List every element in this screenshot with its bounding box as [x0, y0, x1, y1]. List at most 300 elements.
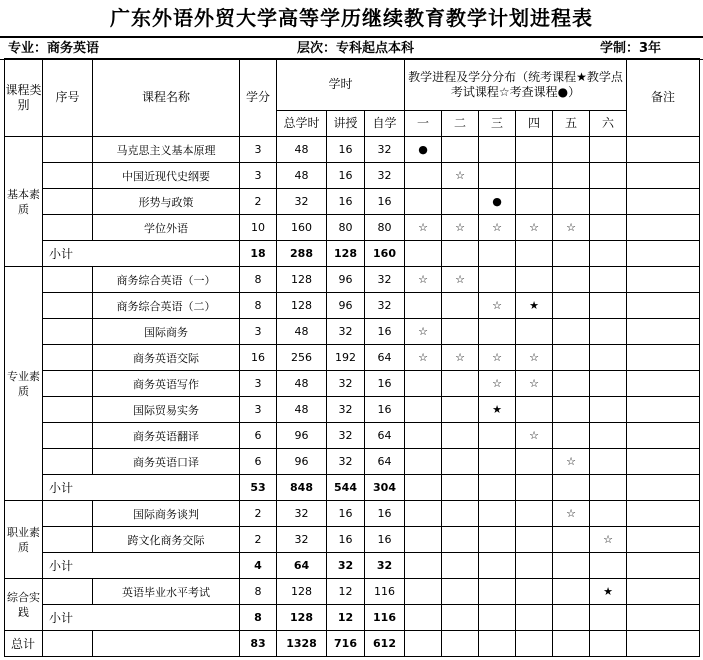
- col-header-total-hours: 总学时: [277, 111, 327, 137]
- semester-5-mark: [553, 579, 590, 605]
- credits-cell: 16: [240, 345, 277, 371]
- remarks-cell: [627, 345, 700, 371]
- subtotal-label: 小计: [43, 605, 240, 631]
- subtotal-total-hours: 848: [277, 475, 327, 501]
- semester-2-mark: [442, 527, 479, 553]
- col-header-semester-3: 三: [479, 111, 516, 137]
- subtotal-semester-6: [590, 241, 627, 267]
- semester-5-mark: [553, 137, 590, 163]
- semester-4-mark: [516, 579, 553, 605]
- self-study-hours-cell: 32: [365, 137, 405, 163]
- subtotal-remarks: [627, 553, 700, 579]
- subtotal-semester-6: [590, 605, 627, 631]
- credits-cell: 3: [240, 163, 277, 189]
- remarks-cell: [627, 423, 700, 449]
- lecture-hours-cell: 32: [327, 397, 365, 423]
- semester-4-mark: ★: [516, 293, 553, 319]
- lecture-hours-cell: 32: [327, 371, 365, 397]
- subtotal-semester-3: [479, 553, 516, 579]
- subtotal-total-hours: 128: [277, 605, 327, 631]
- subtotal-semester-1: [405, 241, 442, 267]
- seq-cell: [43, 163, 93, 189]
- semester-5-mark: ☆: [553, 501, 590, 527]
- course-row: [5, 371, 700, 397]
- semester-2-mark: ☆: [442, 215, 479, 241]
- self-study-hours-cell: 64: [365, 423, 405, 449]
- plan-table: [4, 58, 700, 657]
- semester-3-mark: ☆: [479, 293, 516, 319]
- subtotal-row: [5, 553, 700, 579]
- self-study-hours-cell: 64: [365, 449, 405, 475]
- semester-2-mark: [442, 189, 479, 215]
- course-row: [5, 215, 700, 241]
- semester-2-mark: [442, 319, 479, 345]
- semester-1-mark: [405, 579, 442, 605]
- level-label: 层次：专科起点本科: [297, 41, 415, 56]
- subtotal-semester-2: [442, 605, 479, 631]
- semester-3-mark: [479, 527, 516, 553]
- self-study-hours-cell: 116: [365, 579, 405, 605]
- total-hours-cell: 32: [277, 501, 327, 527]
- subtotal-remarks: [627, 241, 700, 267]
- semester-3-mark: [479, 579, 516, 605]
- lecture-hours-cell: 32: [327, 449, 365, 475]
- semester-1-mark: [405, 527, 442, 553]
- header-row-1: [5, 59, 700, 111]
- semester-2-mark: ☆: [442, 267, 479, 293]
- semester-4-mark: ☆: [516, 345, 553, 371]
- semester-6-mark: [590, 345, 627, 371]
- subtotal-label: 小计: [43, 241, 240, 267]
- subtotal-semester-6: [590, 475, 627, 501]
- semester-5-mark: ☆: [553, 449, 590, 475]
- grand-total-credits: 83: [240, 631, 277, 657]
- subtotal-semester-3: [479, 241, 516, 267]
- total-hours-cell: 160: [277, 215, 327, 241]
- total-hours-cell: 256: [277, 345, 327, 371]
- course-name-cell: 国际商务: [93, 319, 240, 345]
- col-header-semester-4: 四: [516, 111, 553, 137]
- total-hours-cell: 32: [277, 527, 327, 553]
- category-cell: 职业素质: [5, 501, 43, 579]
- course-name-cell: 跨文化商务交际: [93, 527, 240, 553]
- subtotal-semester-1: [405, 605, 442, 631]
- semester-1-mark: [405, 371, 442, 397]
- semester-2-mark: [442, 579, 479, 605]
- subtotal-credits: 4: [240, 553, 277, 579]
- self-study-hours-cell: 16: [365, 371, 405, 397]
- subtotal-semester-4: [516, 605, 553, 631]
- course-name-cell: 国际商务谈判: [93, 501, 240, 527]
- credits-cell: 2: [240, 527, 277, 553]
- seq-cell: [43, 345, 93, 371]
- remarks-cell: [627, 267, 700, 293]
- course-name-cell: 商务综合英语（一）: [93, 267, 240, 293]
- seq-cell: [43, 371, 93, 397]
- semester-4-mark: [516, 397, 553, 423]
- course-name-cell: 形势与政策: [93, 189, 240, 215]
- self-study-hours-cell: 32: [365, 267, 405, 293]
- remarks-cell: [627, 397, 700, 423]
- course-name-cell: 学位外语: [93, 215, 240, 241]
- course-name-cell: 英语毕业水平考试: [93, 579, 240, 605]
- semester-1-mark: ●: [405, 137, 442, 163]
- semester-2-mark: [442, 293, 479, 319]
- semester-1-mark: [405, 163, 442, 189]
- credits-cell: 6: [240, 449, 277, 475]
- total-hours-cell: 96: [277, 423, 327, 449]
- semester-3-mark: ☆: [479, 371, 516, 397]
- self-study-hours-cell: 16: [365, 189, 405, 215]
- sheet-title: 广东外语外贸大学高等学历继续教育教学计划进程表: [110, 6, 593, 30]
- lecture-hours-cell: 16: [327, 163, 365, 189]
- subtotal-label: 小计: [43, 475, 240, 501]
- credits-cell: 10: [240, 215, 277, 241]
- credits-cell: 3: [240, 137, 277, 163]
- seq-cell: [43, 527, 93, 553]
- semester-5-mark: [553, 267, 590, 293]
- semester-6-mark: [590, 371, 627, 397]
- grand-total-semester-2: [442, 631, 479, 657]
- seq-cell: [43, 397, 93, 423]
- semester-4-mark: [516, 501, 553, 527]
- subtotal-semester-5: [553, 475, 590, 501]
- subtotal-semester-3: [479, 605, 516, 631]
- grand-total-semester-1: [405, 631, 442, 657]
- lecture-hours-cell: 16: [327, 501, 365, 527]
- lecture-hours-cell: 16: [327, 137, 365, 163]
- semester-4-mark: [516, 319, 553, 345]
- remarks-cell: [627, 189, 700, 215]
- seq-cell: [43, 137, 93, 163]
- subtotal-label: 小计: [43, 553, 240, 579]
- lecture-hours-cell: 12: [327, 579, 365, 605]
- subtotal-semester-2: [442, 553, 479, 579]
- credits-cell: 8: [240, 267, 277, 293]
- subtotal-lecture-hours: 12: [327, 605, 365, 631]
- self-study-hours-cell: 32: [365, 163, 405, 189]
- credits-cell: 2: [240, 501, 277, 527]
- semester-6-mark: ★: [590, 579, 627, 605]
- subtotal-row: [5, 241, 700, 267]
- course-name-cell: 中国近现代史纲要: [93, 163, 240, 189]
- semester-3-mark: ●: [479, 189, 516, 215]
- grand-total-semester-5: [553, 631, 590, 657]
- credits-cell: 3: [240, 397, 277, 423]
- semester-4-mark: ☆: [516, 423, 553, 449]
- course-row: [5, 319, 700, 345]
- semester-1-mark: ☆: [405, 215, 442, 241]
- col-header-semester-5: 五: [553, 111, 590, 137]
- course-row: [5, 423, 700, 449]
- remarks-cell: [627, 501, 700, 527]
- course-row: [5, 345, 700, 371]
- subtotal-semester-2: [442, 241, 479, 267]
- semester-3-mark: [479, 319, 516, 345]
- grand-total-remarks: [627, 631, 700, 657]
- subtotal-semester-2: [442, 475, 479, 501]
- semester-6-mark: [590, 423, 627, 449]
- lecture-hours-cell: 16: [327, 189, 365, 215]
- semester-4-mark: [516, 189, 553, 215]
- col-header-semester-1: 一: [405, 111, 442, 137]
- semester-1-mark: [405, 397, 442, 423]
- semester-2-mark: [442, 137, 479, 163]
- course-row: [5, 527, 700, 553]
- seq-cell: [43, 579, 93, 605]
- semester-3-mark: ☆: [479, 215, 516, 241]
- total-hours-cell: 48: [277, 163, 327, 189]
- semester-1-mark: [405, 293, 442, 319]
- remarks-cell: [627, 293, 700, 319]
- grand-total-semester-4: [516, 631, 553, 657]
- remarks-cell: [627, 527, 700, 553]
- self-study-hours-cell: 16: [365, 501, 405, 527]
- self-study-hours-cell: 16: [365, 319, 405, 345]
- semester-1-mark: ☆: [405, 267, 442, 293]
- semester-6-mark: [590, 319, 627, 345]
- self-study-hours-cell: 80: [365, 215, 405, 241]
- course-row: [5, 163, 700, 189]
- subtotal-remarks: [627, 605, 700, 631]
- semester-6-mark: [590, 189, 627, 215]
- subtotal-self-study-hours: 304: [365, 475, 405, 501]
- lecture-hours-cell: 192: [327, 345, 365, 371]
- semester-2-mark: [442, 501, 479, 527]
- course-row: [5, 449, 700, 475]
- total-hours-cell: 96: [277, 449, 327, 475]
- seq-cell: [43, 267, 93, 293]
- semester-2-mark: [442, 449, 479, 475]
- lecture-hours-cell: 96: [327, 293, 365, 319]
- course-row: [5, 137, 700, 163]
- semester-5-mark: [553, 163, 590, 189]
- semester-5-mark: [553, 397, 590, 423]
- semester-1-mark: ☆: [405, 319, 442, 345]
- seq-cell: [43, 423, 93, 449]
- subtotal-semester-4: [516, 553, 553, 579]
- grand-total-seq: [43, 631, 93, 657]
- subtotal-self-study-hours: 116: [365, 605, 405, 631]
- subtotal-lecture-hours: 32: [327, 553, 365, 579]
- course-name-cell: 商务英语写作: [93, 371, 240, 397]
- col-header-credits: 学分: [240, 59, 277, 137]
- category-cell: 专业素质: [5, 267, 43, 501]
- semester-2-mark: [442, 423, 479, 449]
- self-study-hours-cell: 64: [365, 345, 405, 371]
- semester-6-mark: [590, 163, 627, 189]
- semester-6-mark: [590, 501, 627, 527]
- semester-2-mark: ☆: [442, 345, 479, 371]
- category-cell: 基本素质: [5, 137, 43, 267]
- subtotal-semester-5: [553, 605, 590, 631]
- subtotal-lecture-hours: 544: [327, 475, 365, 501]
- self-study-hours-cell: 32: [365, 293, 405, 319]
- total-hours-cell: 48: [277, 319, 327, 345]
- col-header-lecture: 讲授: [327, 111, 365, 137]
- lecture-hours-cell: 32: [327, 319, 365, 345]
- col-header-semester-2: 二: [442, 111, 479, 137]
- semester-6-mark: [590, 449, 627, 475]
- semester-3-mark: [479, 423, 516, 449]
- semester-3-mark: ★: [479, 397, 516, 423]
- semester-3-mark: [479, 449, 516, 475]
- course-row: [5, 397, 700, 423]
- meta-row: [0, 36, 703, 60]
- semester-6-mark: ☆: [590, 527, 627, 553]
- total-hours-cell: 48: [277, 397, 327, 423]
- remarks-cell: [627, 371, 700, 397]
- semester-3-mark: ☆: [479, 345, 516, 371]
- self-study-hours-cell: 16: [365, 527, 405, 553]
- lecture-hours-cell: 16: [327, 527, 365, 553]
- subtotal-total-hours: 64: [277, 553, 327, 579]
- subtotal-semester-4: [516, 475, 553, 501]
- semester-4-mark: ☆: [516, 215, 553, 241]
- col-header-hours: 学时: [277, 59, 405, 111]
- total-hours-cell: 32: [277, 189, 327, 215]
- grand-total-row: [5, 631, 700, 657]
- subtotal-semester-4: [516, 241, 553, 267]
- subtotal-row: [5, 475, 700, 501]
- seq-cell: [43, 501, 93, 527]
- self-study-hours-cell: 16: [365, 397, 405, 423]
- col-header-remarks: 备注: [627, 59, 700, 137]
- grand-total-lecture-hours: 716: [327, 631, 365, 657]
- remarks-cell: [627, 163, 700, 189]
- semester-4-mark: [516, 137, 553, 163]
- subtotal-semester-5: [553, 241, 590, 267]
- semester-5-mark: [553, 345, 590, 371]
- col-header-course-name: 课程名称: [93, 59, 240, 137]
- subtotal-semester-6: [590, 553, 627, 579]
- seq-cell: [43, 319, 93, 345]
- semester-5-mark: [553, 423, 590, 449]
- subtotal-lecture-hours: 128: [327, 241, 365, 267]
- col-header-seq: 序号: [43, 59, 93, 137]
- semester-6-mark: [590, 293, 627, 319]
- subtotal-credits: 8: [240, 605, 277, 631]
- category-cell: 综合实践: [5, 579, 43, 631]
- semester-3-mark: [479, 137, 516, 163]
- subtotal-semester-5: [553, 553, 590, 579]
- credits-cell: 8: [240, 293, 277, 319]
- course-name-cell: 马克思主义基本原理: [93, 137, 240, 163]
- credits-cell: 3: [240, 371, 277, 397]
- semester-3-mark: [479, 267, 516, 293]
- semester-1-mark: [405, 423, 442, 449]
- subtotal-semester-1: [405, 553, 442, 579]
- semester-6-mark: [590, 137, 627, 163]
- semester-1-mark: [405, 189, 442, 215]
- total-hours-cell: 128: [277, 267, 327, 293]
- subtotal-self-study-hours: 32: [365, 553, 405, 579]
- seq-cell: [43, 449, 93, 475]
- semester-2-mark: ☆: [442, 163, 479, 189]
- col-header-category: 课程类别: [5, 59, 43, 137]
- grand-total-self-study-hours: 612: [365, 631, 405, 657]
- total-hours-cell: 48: [277, 371, 327, 397]
- remarks-cell: [627, 215, 700, 241]
- course-row: [5, 189, 700, 215]
- course-name-cell: 商务英语翻译: [93, 423, 240, 449]
- course-row: [5, 293, 700, 319]
- subtotal-row: [5, 605, 700, 631]
- total-hours-cell: 48: [277, 137, 327, 163]
- course-row: [5, 501, 700, 527]
- subtotal-semester-1: [405, 475, 442, 501]
- subtotal-remarks: [627, 475, 700, 501]
- col-header-semester-6: 六: [590, 111, 627, 137]
- lecture-hours-cell: 96: [327, 267, 365, 293]
- semester-6-mark: [590, 267, 627, 293]
- remarks-cell: [627, 137, 700, 163]
- grand-total-hours: 1328: [277, 631, 327, 657]
- remarks-cell: [627, 449, 700, 475]
- seq-cell: [43, 293, 93, 319]
- seq-cell: [43, 189, 93, 215]
- grand-total-label: 总计: [5, 631, 43, 657]
- major-label: 专业：商务英语: [8, 41, 100, 56]
- semester-1-mark: [405, 449, 442, 475]
- grand-total-semester-6: [590, 631, 627, 657]
- remarks-cell: [627, 319, 700, 345]
- total-hours-cell: 128: [277, 579, 327, 605]
- semester-4-mark: [516, 527, 553, 553]
- course-name-cell: 商务英语口译: [93, 449, 240, 475]
- semester-5-mark: [553, 293, 590, 319]
- semester-5-mark: [553, 371, 590, 397]
- semester-3-mark: [479, 501, 516, 527]
- semester-1-mark: [405, 501, 442, 527]
- semester-4-mark: ☆: [516, 371, 553, 397]
- course-name-cell: 国际贸易实务: [93, 397, 240, 423]
- semester-6-mark: [590, 397, 627, 423]
- subtotal-credits: 53: [240, 475, 277, 501]
- semester-4-mark: [516, 163, 553, 189]
- credits-cell: 2: [240, 189, 277, 215]
- course-row: [5, 267, 700, 293]
- subtotal-self-study-hours: 160: [365, 241, 405, 267]
- semester-2-mark: [442, 397, 479, 423]
- course-name-cell: 商务综合英语（二）: [93, 293, 240, 319]
- semester-5-mark: ☆: [553, 215, 590, 241]
- duration-label: 学制：3年: [600, 41, 662, 56]
- semester-5-mark: [553, 527, 590, 553]
- semester-1-mark: ☆: [405, 345, 442, 371]
- course-name-cell: 商务英语交际: [93, 345, 240, 371]
- plan-table-body: [5, 59, 700, 657]
- lecture-hours-cell: 32: [327, 423, 365, 449]
- subtotal-total-hours: 288: [277, 241, 327, 267]
- course-row: [5, 579, 700, 605]
- semester-5-mark: [553, 189, 590, 215]
- semester-5-mark: [553, 319, 590, 345]
- col-header-schedule: 教学进程及学分分布（统考课程★教学点考试课程☆考查课程●）: [405, 59, 627, 111]
- col-header-self-study: 自学: [365, 111, 405, 137]
- semester-3-mark: [479, 163, 516, 189]
- lecture-hours-cell: 80: [327, 215, 365, 241]
- seq-cell: [43, 215, 93, 241]
- semester-6-mark: [590, 215, 627, 241]
- remarks-cell: [627, 579, 700, 605]
- semester-4-mark: [516, 449, 553, 475]
- credits-cell: 8: [240, 579, 277, 605]
- total-hours-cell: 128: [277, 293, 327, 319]
- grand-total-name: [93, 631, 240, 657]
- grand-total-semester-3: [479, 631, 516, 657]
- subtotal-semester-3: [479, 475, 516, 501]
